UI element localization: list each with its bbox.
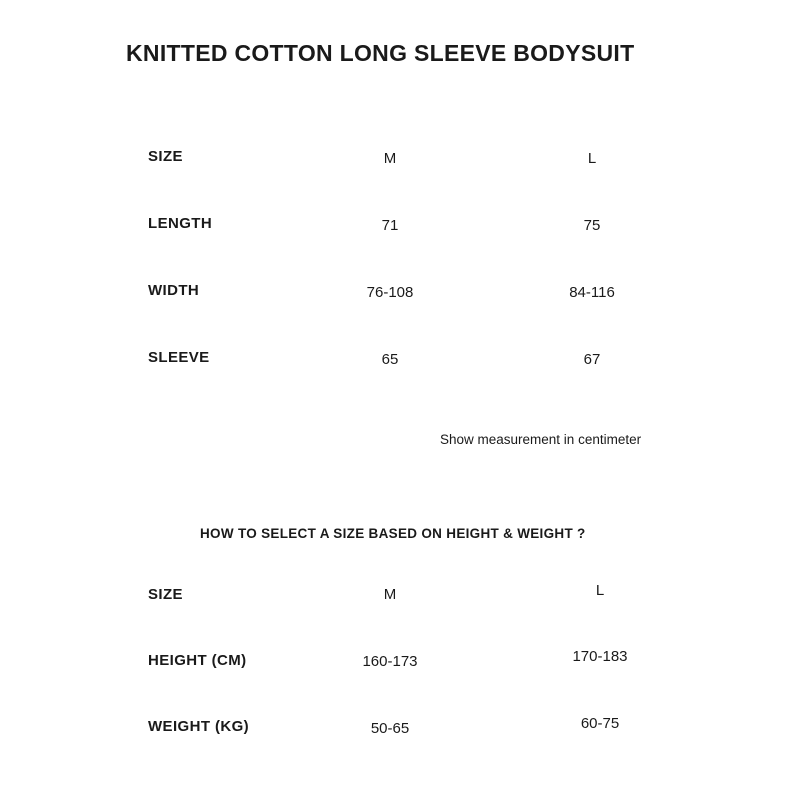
size-guide-title: HOW TO SELECT A SIZE BASED ON HEIGHT & WEIGHT ? [200, 526, 586, 541]
row-label-width: WIDTH [148, 282, 200, 299]
guide-row-label-size: SIZE [148, 586, 183, 603]
cell-length-m: 71 [381, 217, 399, 234]
cell-size-l: L [587, 150, 597, 167]
cell-sleeve-m: 65 [381, 351, 399, 368]
cell-length-l: 75 [583, 217, 601, 234]
row-label-sleeve: SLEEVE [148, 349, 210, 366]
unit-note: Show measurement in centimeter [440, 432, 642, 447]
guide-cell-weight-m: 50-65 [370, 720, 410, 737]
page-title: KNITTED COTTON LONG SLEEVE BODYSUIT [126, 40, 635, 66]
row-label-size: SIZE [148, 148, 183, 165]
guide-cell-height-m: 160-173 [362, 653, 418, 670]
guide-cell-height-l: 170-183 [572, 648, 628, 665]
cell-width-l: 84-116 [569, 284, 615, 301]
guide-cell-size-l: L [595, 582, 605, 599]
cell-size-m: M [383, 150, 397, 167]
guide-cell-weight-l: 60-75 [580, 715, 620, 732]
cell-width-m: 76-108 [366, 284, 414, 301]
guide-row-label-height: HEIGHT (CM) [148, 652, 247, 669]
row-label-length: LENGTH [148, 215, 213, 232]
cell-sleeve-l: 67 [583, 351, 601, 368]
guide-row-label-weight: WEIGHT (KG) [148, 718, 250, 735]
guide-cell-size-m: M [383, 586, 397, 603]
